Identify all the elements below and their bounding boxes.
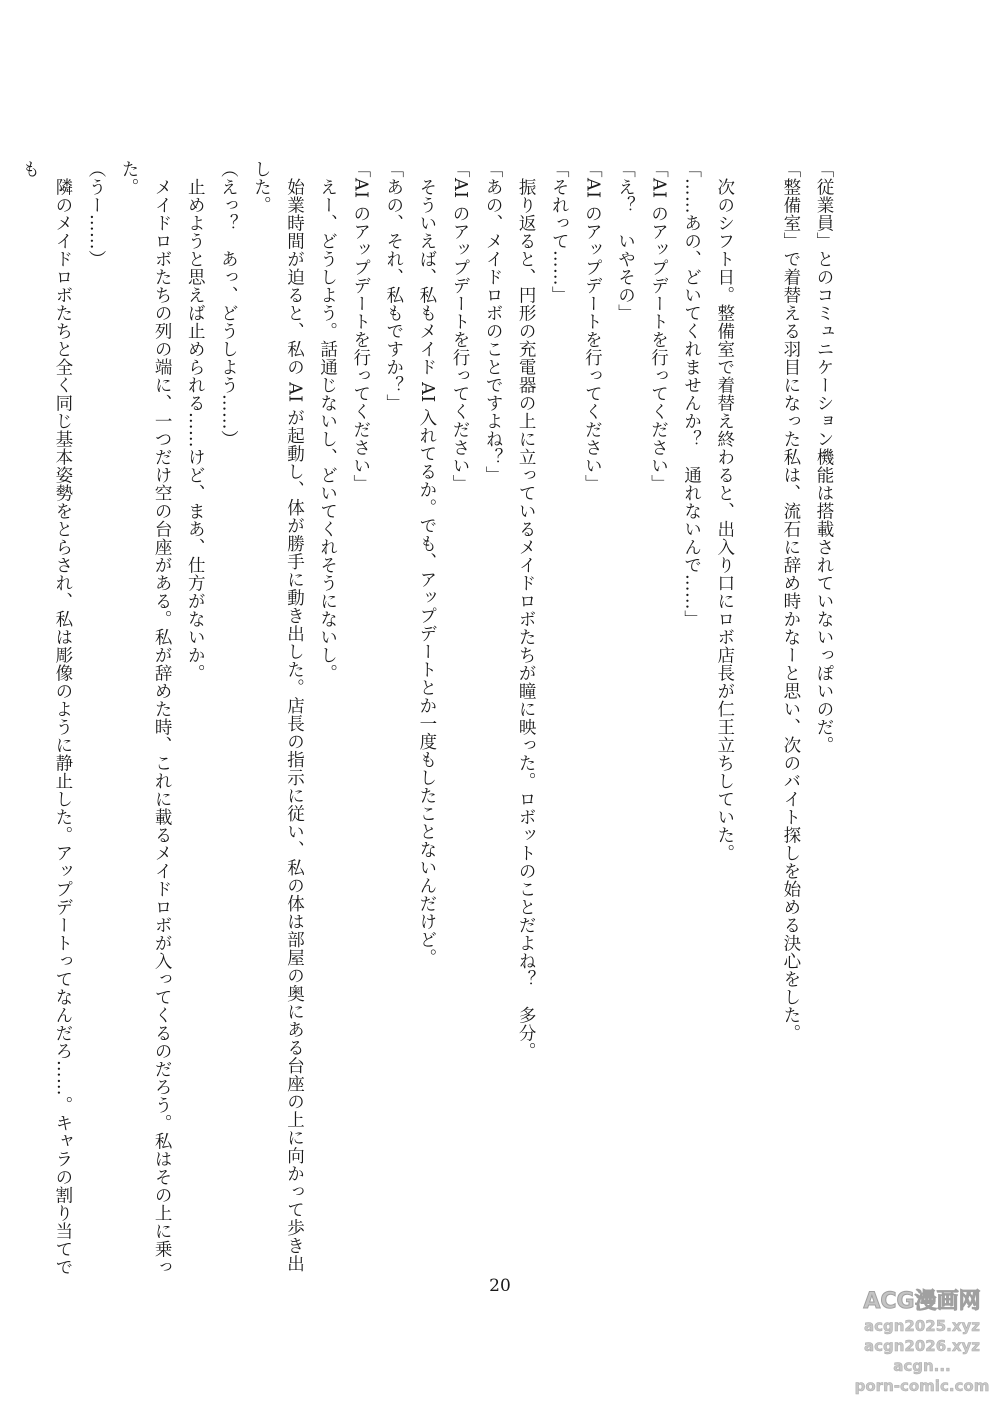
text-line: 「AI のアップデートを行ってください」: [449, 160, 470, 493]
text-line: 次のシフト日。整備室で着替え終わると、出入り口にロボ店長が仁王立ちしていた。: [714, 177, 735, 862]
text-line: 「あの、メイドロボのことですよね？」: [483, 160, 504, 484]
text-line: （うー……）: [85, 160, 106, 268]
text-line: 振り返ると、円形の充電器の上に立っているメイドロボたちが瞳に映った。ロボットのことだよね？ 多分。: [516, 177, 537, 1060]
watermark-line: acgn2025.xyz: [863, 1317, 981, 1335]
watermark-line: porn-comic.com: [854, 1377, 990, 1395]
text-line: 「え？ いやその」: [615, 160, 636, 322]
watermark-title: ACG漫画网: [863, 1289, 981, 1314]
text-line: 「……あの、どいてくれませんか？ 通れないんで……」: [681, 160, 702, 628]
text-line: 始業時間が迫ると、私の AI が起動し、体が勝手に動き出した。店長の指示に従い、私の体は部屋の奥にある台座の上に向かって歩き出した。: [251, 160, 305, 1273]
text-line: 隣のメイドロボたちと全く同じ基本姿勢をとらされ、私は彫像のように静止した。アップデートってなんだろ……。キャラの割り当てでも: [19, 160, 73, 1276]
vertical-text-body: [19, 160, 840, 1280]
text-line: 「AI のアップデートを行ってください」: [582, 160, 603, 493]
blank-line: [741, 160, 774, 1280]
text-line: 「従業員」とのコミュニケーション機能は搭載されていないっぽいのだ。: [814, 160, 834, 754]
text-line: 「AI のアップデートを行ってください」: [350, 160, 371, 493]
text-line: 「AI のアップデートを行ってください」: [648, 160, 669, 493]
watermark-line: acgn...: [893, 1357, 951, 1375]
text-line: 止めようと思えば止められる……けど、まあ、仕方がないか。: [185, 177, 206, 682]
text-line: 「整備室」で着替える羽目になった私は、流石に辞め時かなーと思い、次のバイト探しを始める決心をした。: [780, 160, 801, 1042]
text-line: （えっ？ あっ、どうしよう……）: [218, 160, 239, 448]
watermark-line: acgn2026.xyz: [863, 1337, 981, 1355]
text-line: 「あの、それ、私もですか？」: [383, 160, 404, 412]
watermark: [852, 1288, 992, 1408]
text-line: えー、どうしよう。話通じないし、どいてくれそうにないし。: [317, 177, 338, 682]
text-line: そういえば、私もメイド AI 入れてるか。でも、アップデートとか一度もしたことないんだけど。: [416, 177, 437, 967]
page-number: 20: [489, 1276, 511, 1296]
text-line: 「それって……」: [549, 160, 570, 304]
text-line: メイドロボたちの列の端に、一つだけ空の台座がある。私が辞めた時、これに載るメイドロボが入ってくるのだろう。私はその上に乗った。: [119, 160, 173, 1276]
